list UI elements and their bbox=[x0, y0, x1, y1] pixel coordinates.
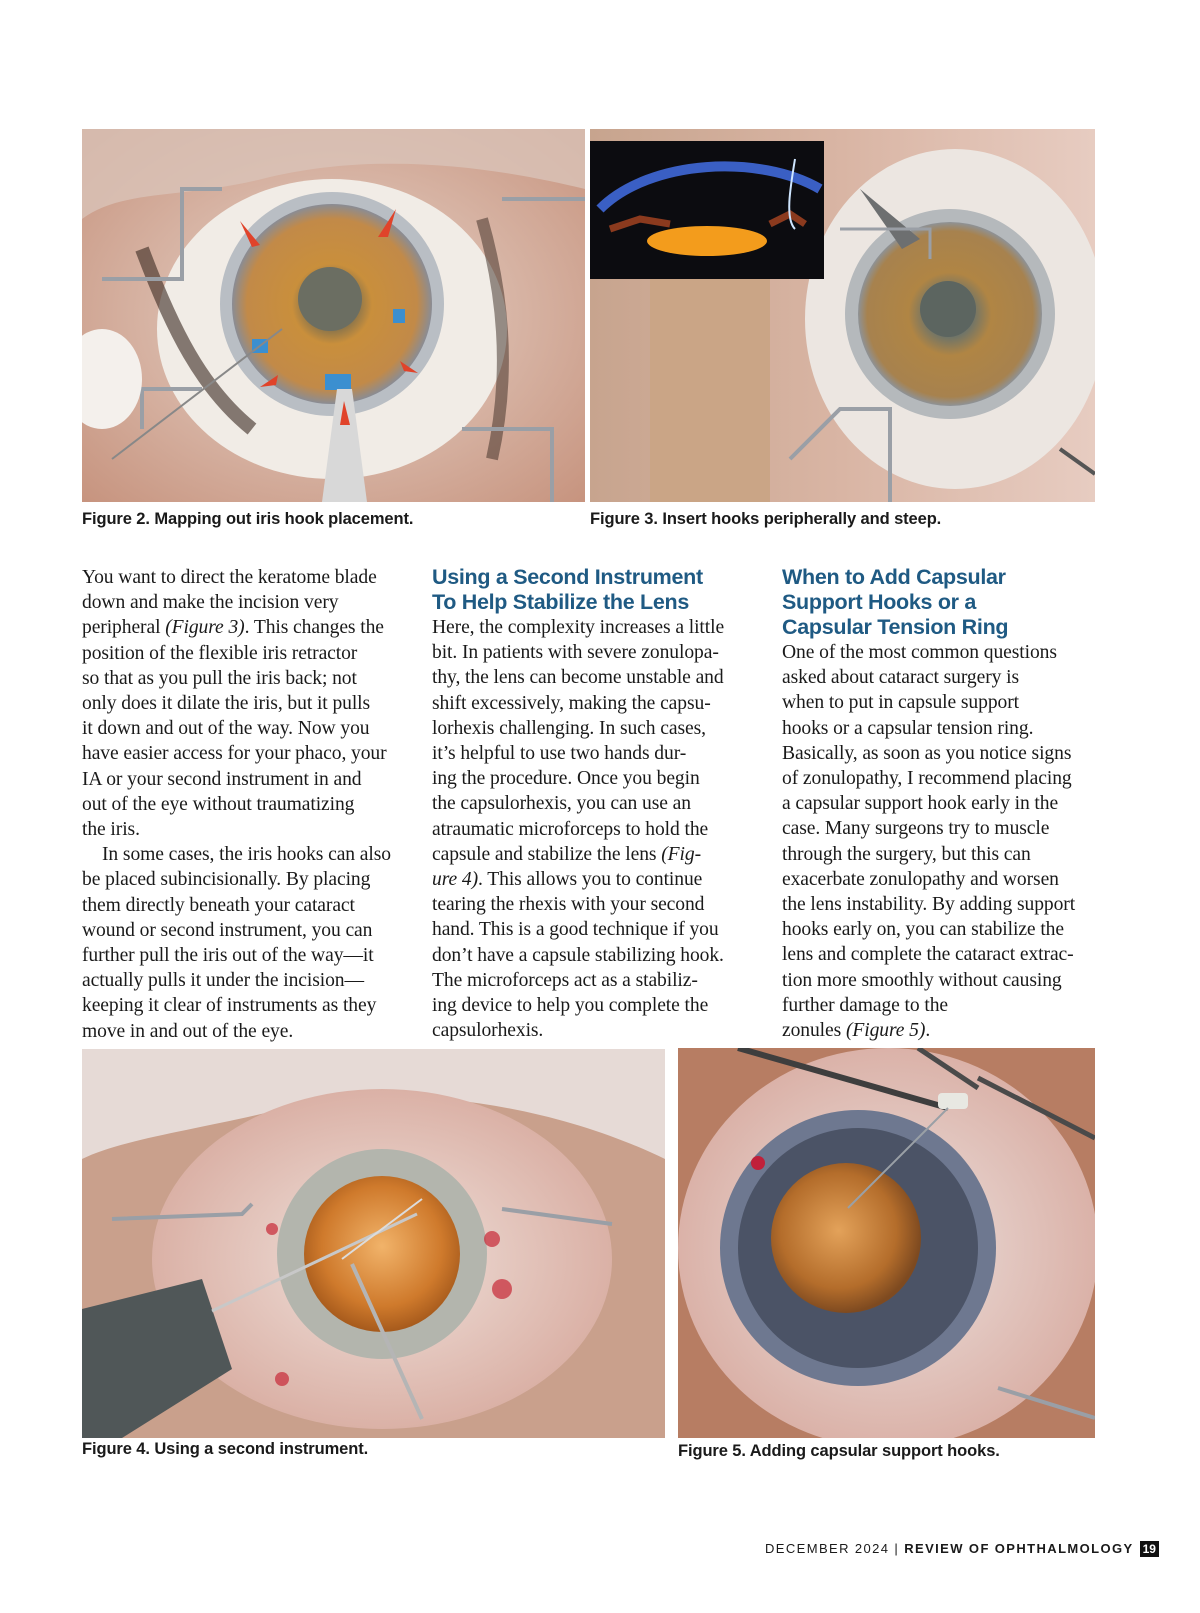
text-fragment: . bbox=[925, 1020, 931, 1042]
heading-line: To Help Stabilize the Lens bbox=[432, 590, 690, 614]
text-line: actually pulls it under the incision— bbox=[82, 970, 364, 992]
text-line: down and make the incision very bbox=[82, 592, 339, 614]
text-line: a capsular support hook early in the bbox=[782, 793, 1059, 815]
figure-3-image bbox=[590, 129, 1095, 502]
text-fragment: zonules bbox=[782, 1020, 846, 1042]
text-line: so that as you pull the iris back; not bbox=[82, 667, 357, 689]
text-line: ing the procedure. Once you begin bbox=[432, 768, 700, 790]
text-line: thy, the lens can become unstable and bbox=[432, 667, 724, 689]
text-line: the iris. bbox=[82, 819, 140, 841]
text-line bbox=[432, 842, 762, 867]
text-line: shift excessively, making the capsu- bbox=[432, 692, 711, 714]
text-line: lens and complete the cataract extrac- bbox=[782, 944, 1074, 966]
column-1 bbox=[82, 565, 402, 1044]
text-line: hooks or a capsular tension ring. bbox=[782, 717, 1034, 739]
figure-5-image bbox=[678, 1048, 1095, 1438]
figure-reference: ure 4) bbox=[432, 869, 479, 891]
text-line: through the surgery, but this can bbox=[782, 843, 1031, 865]
text-line: don’t have a capsule stabilizing hook. bbox=[432, 944, 724, 966]
figure-reference: (Figure 5) bbox=[845, 1020, 926, 1042]
text-line: keeping it clear of instruments as they bbox=[82, 995, 377, 1017]
section-heading bbox=[782, 565, 1102, 640]
paragraph bbox=[432, 615, 762, 1043]
figure-5-caption: Figure 5. Adding capsular support hooks. bbox=[678, 1442, 1000, 1460]
text-line bbox=[432, 867, 762, 892]
paragraph bbox=[82, 842, 402, 1044]
section-heading bbox=[432, 565, 762, 615]
publication-name: REVIEW OF OPHTHALMOLOGY bbox=[904, 1541, 1134, 1556]
text-line: exacerbate zonulopathy and worsen bbox=[782, 868, 1059, 890]
text-line: The microforceps act as a stabiliz- bbox=[432, 969, 698, 991]
text-line: further damage to the bbox=[782, 994, 949, 1016]
issue-date: DECEMBER 2024 bbox=[765, 1541, 890, 1556]
column-2 bbox=[432, 565, 762, 1043]
page-number: 19 bbox=[1140, 1541, 1159, 1557]
text-line bbox=[782, 1018, 1102, 1043]
text-line: the capsulorhexis, you can use an bbox=[432, 793, 691, 815]
text-line: atraumatic microforceps to hold the bbox=[432, 818, 709, 840]
text-line: In some cases, the iris hooks can also bbox=[102, 844, 391, 866]
text-line: lorhexis challenging. In such cases, bbox=[432, 717, 706, 739]
page-footer bbox=[765, 1541, 1159, 1557]
text-line: it’s helpful to use two hands dur- bbox=[432, 743, 687, 765]
figure-2-image bbox=[82, 129, 585, 502]
heading-line: Using a Second Instrument bbox=[432, 565, 703, 589]
text-line: only does it dilate the iris, but it pulls bbox=[82, 693, 371, 715]
text-line: hooks early on, you can stabilize the bbox=[782, 919, 1064, 941]
figure-4-image bbox=[82, 1049, 665, 1438]
text-line: Basically, as soon as you notice signs bbox=[782, 742, 1072, 764]
column-3 bbox=[782, 565, 1102, 1043]
text-fragment: peripheral bbox=[82, 617, 166, 639]
footer-separator: | bbox=[889, 1541, 905, 1556]
paragraph bbox=[82, 565, 402, 842]
text-line: case. Many surgeons try to muscle bbox=[782, 818, 1050, 840]
figure-3-caption: Figure 3. Insert hooks peripherally and steep. bbox=[590, 510, 942, 528]
figure-2-caption: Figure 2. Mapping out iris hook placement. bbox=[82, 510, 414, 528]
figure-reference: (Fig- bbox=[661, 843, 701, 865]
text-line bbox=[82, 615, 402, 640]
text-fragment: . This changes the bbox=[244, 617, 384, 639]
text-line: ing device to help you complete the bbox=[432, 995, 709, 1017]
figure-reference: (Figure 3) bbox=[165, 617, 245, 639]
text-line: capsulorhexis. bbox=[432, 1020, 544, 1042]
text-line: bit. In patients with severe zonulopa- bbox=[432, 642, 719, 664]
heading-line: When to Add Capsular bbox=[782, 565, 1006, 589]
text-line: You want to direct the keratome blade bbox=[82, 567, 377, 588]
text-fragment: capsule and stabilize the lens bbox=[432, 843, 662, 865]
text-line: position of the flexible iris retractor bbox=[82, 642, 358, 664]
text-line: further pull the iris out of the way—it bbox=[82, 945, 374, 967]
text-line: of zonulopathy, I recommend placing bbox=[782, 768, 1072, 790]
text-line: out of the eye without traumatizing bbox=[82, 793, 355, 815]
text-line: move in and out of the eye. bbox=[82, 1020, 294, 1042]
figure-4-caption: Figure 4. Using a second instrument. bbox=[82, 1440, 369, 1458]
text-line: tion more smoothly without causing bbox=[782, 969, 1062, 991]
text-line: asked about cataract surgery is bbox=[782, 667, 1020, 689]
text-line: have easier access for your phaco, your bbox=[82, 743, 387, 765]
text-line: them directly beneath your cataract bbox=[82, 894, 355, 916]
text-line: IA or your second instrument in and bbox=[82, 768, 362, 790]
text-line: it down and out of the way. Now you bbox=[82, 718, 370, 740]
text-fragment: . This allows you to continue bbox=[478, 869, 703, 891]
heading-line: Capsular Tension Ring bbox=[782, 615, 1009, 639]
text-line: hand. This is a good technique if you bbox=[432, 919, 719, 941]
text-line: wound or second instrument, you can bbox=[82, 919, 373, 941]
text-line: be placed subincisionally. By placing bbox=[82, 869, 371, 891]
text-line: the lens instability. By adding support bbox=[782, 894, 1076, 916]
paragraph bbox=[782, 640, 1102, 1043]
text-line: One of the most common questions bbox=[782, 642, 1057, 663]
text-line: tearing the rhexis with your second bbox=[432, 894, 705, 916]
heading-line: Support Hooks or a bbox=[782, 590, 977, 614]
text-line: when to put in capsule support bbox=[782, 692, 1019, 714]
text-line: Here, the complexity increases a little bbox=[432, 617, 725, 638]
